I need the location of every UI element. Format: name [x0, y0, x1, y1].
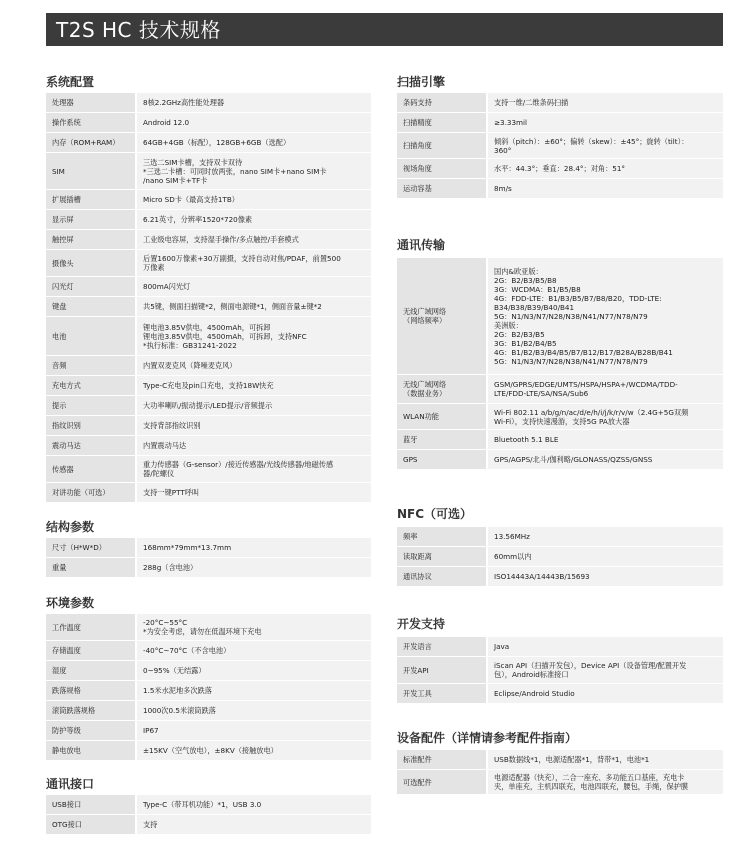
spec-label — [397, 133, 487, 159]
title-bar — [46, 13, 723, 46]
spec-label — [397, 770, 487, 795]
spec-label — [46, 641, 136, 661]
spec-label — [46, 661, 136, 681]
spec-value-line: 重力传感器（G-sensor）/接近传感器/光线传感器/地磁传感 — [143, 460, 334, 469]
spec-label-line: 开发API — [403, 665, 429, 675]
spec-value-line: Android 12.0 — [143, 118, 190, 127]
spec-value-line: 支持 — [143, 820, 158, 829]
spec-label — [397, 684, 487, 704]
comm-heading: 通讯传输 — [397, 238, 446, 252]
spec-label-line: WLAN功能 — [403, 412, 439, 421]
spec-label-line: 操作系统 — [52, 118, 81, 127]
spec-value-line: LTE/FDD-LTE/SA/NSA/Sub6 — [494, 389, 589, 398]
spec-label-line: 视场角度 — [403, 164, 432, 173]
spec-label-line: 摄像头 — [52, 258, 74, 268]
spec-row — [46, 153, 371, 190]
spec-value-line: IP67 — [143, 726, 159, 735]
spec-value — [487, 527, 723, 547]
spec-value-line: 大功率喇叭/振动提示/LED提示/音频提示 — [143, 401, 273, 410]
spec-value-line: B34/B38/B39/B40/B41 — [494, 302, 575, 312]
spec-label — [46, 701, 136, 721]
spec-row — [46, 317, 371, 356]
spec-value-line: *执行标准：GB31241-2022 — [143, 340, 237, 350]
environment-heading: 环境参数 — [46, 596, 95, 610]
spec-label-line: 标准配件 — [403, 755, 432, 764]
spec-value — [136, 93, 371, 113]
spec-value — [487, 430, 723, 450]
spec-label — [397, 179, 487, 199]
spec-value-line: USB数据线*1，电源适配器*1，背带*1，电池*1 — [494, 755, 650, 764]
spec-label-line: SIM — [52, 166, 65, 176]
spec-value-line: 夹，单座充，主机四联充，电池四联充，腰包，手绳，保护膜 — [494, 782, 689, 791]
spec-value — [136, 396, 371, 416]
spec-row — [46, 721, 371, 741]
spec-label-line: （数据业务） — [403, 389, 447, 398]
spec-value-line: Bluetooth 5.1 BLE — [494, 435, 559, 444]
spec-value-line: *三选二卡槽：可同时放两张，nano SIM卡+nano SIM卡 — [143, 166, 327, 176]
spec-label-line: 提示 — [52, 401, 67, 410]
nfc-heading: NFC（可选） — [397, 507, 473, 521]
spec-label — [397, 375, 487, 404]
system-config-table — [46, 92, 371, 502]
spec-row — [46, 641, 371, 661]
spec-row — [397, 133, 723, 159]
spec-row — [46, 210, 371, 230]
spec-value-line: 3G：B1/B2/B4/B5 — [494, 338, 557, 348]
spec-value-line: 电源适配器（快充），二合一座充、多功能五口基座，充电卡 — [494, 773, 685, 782]
spec-label-line: USB接口 — [52, 800, 82, 809]
spec-value-line: Type-C充电及pin口充电，支持18W快充 — [143, 381, 274, 390]
spec-row — [46, 815, 371, 835]
spec-value-line: 国内&欧亚版： — [494, 266, 543, 276]
spec-value — [487, 450, 723, 470]
spec-value-line: Java — [494, 642, 510, 651]
spec-label-line: 无线广域网络 — [403, 380, 447, 389]
spec-label-line: 充电方式 — [52, 381, 81, 390]
spec-value — [136, 376, 371, 396]
spec-label — [397, 547, 487, 567]
spec-value-line: *为安全考虑，请勿在低温环境下充电 — [143, 627, 262, 636]
spec-value-line: GPS/AGPS/北斗/伽利略/GLONASS/QZSS/GNSS — [494, 455, 653, 464]
spec-label — [397, 450, 487, 470]
spec-label — [46, 277, 136, 297]
spec-value — [136, 795, 371, 815]
spec-row — [397, 657, 723, 684]
spec-label — [46, 538, 136, 558]
spec-row — [397, 159, 723, 179]
spec-value — [136, 701, 371, 721]
page-title: T2S HC 技术规格 — [56, 18, 221, 42]
spec-label — [46, 815, 136, 835]
spec-label-line: 处理器 — [52, 98, 74, 107]
spec-row — [46, 795, 371, 815]
spec-label — [46, 153, 136, 190]
spec-value-line: 水平：44.3°；垂直：28.4°；对角：51° — [494, 164, 625, 173]
interface-table — [46, 794, 371, 834]
spec-label-line: 防护等级 — [52, 726, 81, 735]
spec-row — [46, 133, 371, 153]
spec-value-line: 8核2.2GHz高性能处理器 — [143, 98, 225, 107]
spec-label — [46, 456, 136, 483]
spec-value-line: 8m/s — [494, 184, 512, 193]
spec-label-line: 湿度 — [52, 666, 67, 675]
spec-label — [46, 93, 136, 113]
spec-label-line: 存储温度 — [52, 646, 81, 655]
structure-table — [46, 537, 371, 577]
spec-value-line: 4G：B1/B2/B3/B4/B5/B7/B12/B17/B28A/B28B/B41 — [494, 347, 673, 357]
spec-label — [46, 614, 136, 641]
spec-value-line: iScan API（扫描开发包），Device API（设备管理/配置开发 — [494, 661, 687, 670]
spec-label-line: 重量 — [52, 563, 67, 572]
spec-value — [487, 258, 723, 375]
spec-value-line: ≥3.33mil — [494, 118, 528, 127]
spec-label-line: 闪光灯 — [52, 282, 74, 291]
spec-label — [46, 317, 136, 356]
spec-label-line: 无线广域网络 — [403, 307, 447, 316]
spec-label — [46, 558, 136, 578]
spec-label-line: 触控屏 — [52, 235, 74, 244]
spec-value-line: 6.21英寸，分辨率1520*720像素 — [143, 215, 253, 224]
spec-label-line: 指纹识别 — [52, 421, 81, 430]
spec-value — [136, 741, 371, 761]
spec-label-line: 运动容基 — [403, 184, 432, 193]
spec-label-line: 静电放电 — [52, 746, 81, 755]
spec-value — [136, 416, 371, 436]
spec-value-line: Type-C（带耳机功能）*1，USB 3.0 — [143, 800, 262, 809]
spec-row — [397, 567, 723, 587]
spec-value — [136, 538, 371, 558]
spec-value-line: 1.5米水泥地多次跌落 — [143, 686, 212, 695]
spec-label-line: 内存（ROM+RAM） — [52, 138, 120, 147]
spec-row — [46, 661, 371, 681]
spec-label — [397, 258, 487, 375]
spec-label — [46, 376, 136, 396]
spec-value — [487, 684, 723, 704]
spec-row — [46, 113, 371, 133]
spec-row — [46, 436, 371, 456]
spec-value-line: /nano SIM卡+TF卡 — [143, 175, 208, 185]
dev-support-table — [397, 636, 723, 703]
spec-value — [487, 750, 723, 770]
spec-value-line: 168mm*79mm*13.7mm — [143, 543, 232, 552]
spec-value-line: 60mm以内 — [494, 552, 532, 561]
spec-value — [487, 159, 723, 179]
spec-label-line: 读取距离 — [403, 552, 432, 561]
spec-value — [136, 456, 371, 483]
spec-value-line: 器/陀螺仪 — [143, 469, 175, 478]
spec-value-line: 包），Android标准接口 — [494, 670, 569, 679]
spec-label — [46, 133, 136, 153]
spec-value — [487, 179, 723, 199]
spec-value — [136, 721, 371, 741]
spec-label — [46, 741, 136, 761]
spec-row — [46, 538, 371, 558]
spec-label — [46, 297, 136, 317]
spec-label-line: 开发工具 — [403, 689, 432, 698]
spec-value-line: 360° — [494, 145, 512, 155]
spec-label — [46, 230, 136, 250]
spec-value — [136, 210, 371, 230]
spec-value-line: 倾斜（pitch）：±60°；偏转（skew）：±45°；旋转（tilt）： — [494, 136, 689, 146]
spec-value — [487, 375, 723, 404]
spec-row — [397, 450, 723, 470]
spec-row — [397, 750, 723, 770]
spec-label-line: 条码支持 — [403, 98, 432, 107]
spec-value-line: Micro SD卡（最高支持1TB） — [143, 195, 239, 204]
spec-label — [397, 527, 487, 547]
spec-label — [397, 567, 487, 587]
spec-value — [136, 558, 371, 578]
spec-label-line: 震动马达 — [52, 441, 81, 450]
spec-label — [46, 250, 136, 277]
spec-value — [136, 250, 371, 277]
spec-row — [397, 258, 723, 375]
spec-value-line: 锂电池3.85V供电，4500mAh，可拆卸，支持NFC — [143, 331, 307, 341]
spec-row — [397, 93, 723, 113]
spec-row — [397, 430, 723, 450]
spec-label — [46, 483, 136, 503]
spec-label — [46, 721, 136, 741]
spec-row — [397, 637, 723, 657]
spec-row — [397, 375, 723, 404]
spec-value-line: 5G：N1/N3/N7/N28/N38/N41/N77/N78/N79 — [494, 311, 648, 321]
spec-value — [487, 657, 723, 684]
spec-label-line: 扫描角度 — [403, 141, 432, 150]
spec-label — [397, 657, 487, 684]
spec-value — [136, 815, 371, 835]
spec-label-line: 滚筒跌落规格 — [52, 706, 96, 715]
spec-row — [46, 558, 371, 578]
spec-value-line: 锂电池3.85V供电，4500mAh，可拆卸 — [143, 322, 271, 332]
spec-value — [136, 317, 371, 356]
accessories-table — [397, 749, 723, 794]
spec-value — [136, 153, 371, 190]
spec-value-line: 后置1600万像素+30万副摄，支持自动对焦/PDAF，前置500 — [143, 254, 341, 263]
spec-row — [397, 179, 723, 199]
spec-label — [46, 396, 136, 416]
spec-row — [46, 456, 371, 483]
spec-value-line: Wi-Fi），支持快速漫游，支持5G PA放大器 — [494, 416, 630, 426]
spec-value — [136, 230, 371, 250]
spec-value — [487, 770, 723, 795]
spec-label-line: 跌落规格 — [52, 686, 81, 695]
spec-value-line: -20°C~55°C — [143, 618, 188, 627]
spec-value-line: 4G：FDD-LTE：B1/B3/B5/B7/B8/B20，TDD-LTE: — [494, 293, 662, 303]
spec-value-line: 三选二SIM卡槽，支持双卡双待 — [143, 157, 243, 167]
spec-label-line: 扩展插槽 — [52, 195, 81, 204]
spec-value-line: 支持一键PTT呼叫 — [143, 488, 200, 497]
spec-value-line: 支持一维/二维条码扫描 — [494, 98, 569, 107]
scan-engine-table — [397, 92, 723, 198]
spec-label-line: 音频 — [52, 361, 67, 370]
system-config-heading: 系统配置 — [46, 75, 95, 89]
spec-label-line: 对讲功能（可选） — [52, 488, 110, 497]
comm-table — [397, 257, 723, 469]
spec-row — [46, 376, 371, 396]
spec-row — [397, 770, 723, 795]
spec-value-line: 288g（含电池） — [143, 563, 198, 572]
spec-label-line: 蓝牙 — [403, 435, 418, 444]
spec-row — [397, 113, 723, 133]
spec-row — [397, 547, 723, 567]
spec-row — [46, 230, 371, 250]
spec-value — [136, 436, 371, 456]
spec-value-line: 2G：B2/B3/B5 — [494, 329, 545, 339]
spec-label-line: （网络频率） — [403, 316, 447, 325]
spec-row — [46, 356, 371, 376]
spec-value-line: 内置双麦克风（降噪麦克风） — [143, 361, 237, 370]
spec-label — [46, 681, 136, 701]
spec-value-line: 内置震动马达 — [143, 441, 187, 450]
spec-value — [487, 567, 723, 587]
spec-row — [46, 614, 371, 641]
spec-value — [487, 637, 723, 657]
spec-value — [487, 404, 723, 430]
spec-label-line: 通讯协议 — [403, 572, 432, 581]
spec-value-line: 共5键，侧面扫描键*2，侧面电源键*1，侧面音量±键*2 — [143, 302, 322, 311]
accessories-heading: 设备配件（详情请参考配件指南） — [397, 731, 578, 745]
spec-label — [397, 93, 487, 113]
spec-label-line: 键盘 — [52, 302, 67, 311]
spec-value-line: 2G：B2/B3/B5/B8 — [494, 275, 557, 285]
nfc-table — [397, 526, 723, 586]
spec-value-line: ISO14443A/14443B/15693 — [494, 572, 590, 581]
spec-value-line: 0~95%（无结露） — [143, 666, 206, 675]
scan-engine-heading: 扫描引擎 — [397, 75, 446, 89]
spec-value-line: 13.56MHz — [494, 532, 530, 541]
spec-value — [487, 133, 723, 159]
spec-label-line: 尺寸（H*W*D） — [52, 543, 106, 552]
spec-label-line: 电池 — [52, 331, 67, 341]
spec-label — [397, 637, 487, 657]
spec-label-line: 频率 — [403, 532, 418, 541]
spec-label-line: OTG接口 — [52, 820, 82, 829]
spec-label — [397, 159, 487, 179]
spec-row — [46, 250, 371, 277]
spec-value — [136, 133, 371, 153]
environment-table — [46, 613, 371, 760]
interface-heading: 通讯接口 — [46, 777, 95, 791]
spec-label — [397, 113, 487, 133]
spec-label-line: GPS — [403, 455, 418, 464]
spec-label — [46, 416, 136, 436]
spec-row — [397, 684, 723, 704]
spec-label-line: 扫描精度 — [403, 118, 432, 127]
spec-row — [46, 396, 371, 416]
spec-row — [46, 190, 371, 210]
spec-value — [487, 547, 723, 567]
structure-heading: 结构参数 — [46, 520, 95, 534]
spec-value — [136, 661, 371, 681]
spec-value-line: -40°C~70°C（不含电池） — [143, 646, 231, 655]
spec-row — [46, 701, 371, 721]
spec-row — [46, 297, 371, 317]
spec-value-line: 工业级电容屏，支持湿手操作/多点触控/手套模式 — [143, 235, 299, 244]
spec-value — [487, 113, 723, 133]
spec-row — [397, 527, 723, 547]
spec-row — [46, 741, 371, 761]
spec-row — [46, 93, 371, 113]
spec-value — [136, 113, 371, 133]
spec-label-line: 传感器 — [52, 464, 74, 474]
spec-value — [487, 93, 723, 113]
spec-label — [46, 190, 136, 210]
spec-value — [136, 297, 371, 317]
spec-value-line: 支持背部指纹识别 — [143, 421, 201, 430]
spec-label — [46, 113, 136, 133]
dev-support-heading: 开发支持 — [397, 617, 446, 631]
spec-label — [397, 430, 487, 450]
spec-label-line: 显示屏 — [52, 215, 74, 224]
spec-label — [46, 795, 136, 815]
spec-row — [46, 277, 371, 297]
spec-value-line: 64GB+4GB（标配），128GB+6GB（选配） — [143, 138, 291, 147]
spec-value-line: ±15KV（空气放电），±8KV（接触放电） — [143, 746, 278, 755]
spec-label — [46, 356, 136, 376]
spec-value — [136, 641, 371, 661]
spec-value-line: Eclipse/Android Studio — [494, 689, 575, 698]
spec-label-line: 可选配件 — [403, 777, 432, 787]
spec-row — [46, 416, 371, 436]
spec-label — [397, 750, 487, 770]
spec-value-line: GSM/GPRS/EDGE/UMTS/HSPA/HSPA+/WCDMA/TDD- — [494, 380, 678, 389]
spec-value — [136, 277, 371, 297]
spec-value-line: 800mA闪光灯 — [143, 282, 191, 291]
spec-row — [46, 681, 371, 701]
spec-value-line: 5G：N1/N3/N7/N28/N38/N41/N77/N78/N79 — [494, 356, 648, 366]
spec-value — [136, 614, 371, 641]
spec-value-line: 美洲版： — [494, 320, 523, 330]
spec-label-line: 开发语言 — [403, 642, 432, 651]
spec-row — [397, 404, 723, 430]
spec-value — [136, 681, 371, 701]
spec-value — [136, 190, 371, 210]
spec-value — [136, 483, 371, 503]
spec-value-line: 万像素 — [143, 263, 165, 272]
spec-value — [136, 356, 371, 376]
spec-label-line: 工作温度 — [52, 622, 81, 632]
spec-row — [46, 483, 371, 503]
spec-label — [46, 210, 136, 230]
spec-value-line: Wi-Fi 802.11 a/b/g/n/ac/d/e/h/i/j/k/r/v/w（2.4G+5G双频 — [494, 407, 689, 417]
spec-label — [397, 404, 487, 430]
spec-value-line: 3G：WCDMA：B1/B5/B8 — [494, 284, 581, 294]
spec-value-line: 1000次0.5米滚筒跌落 — [143, 706, 216, 715]
spec-label — [46, 436, 136, 456]
